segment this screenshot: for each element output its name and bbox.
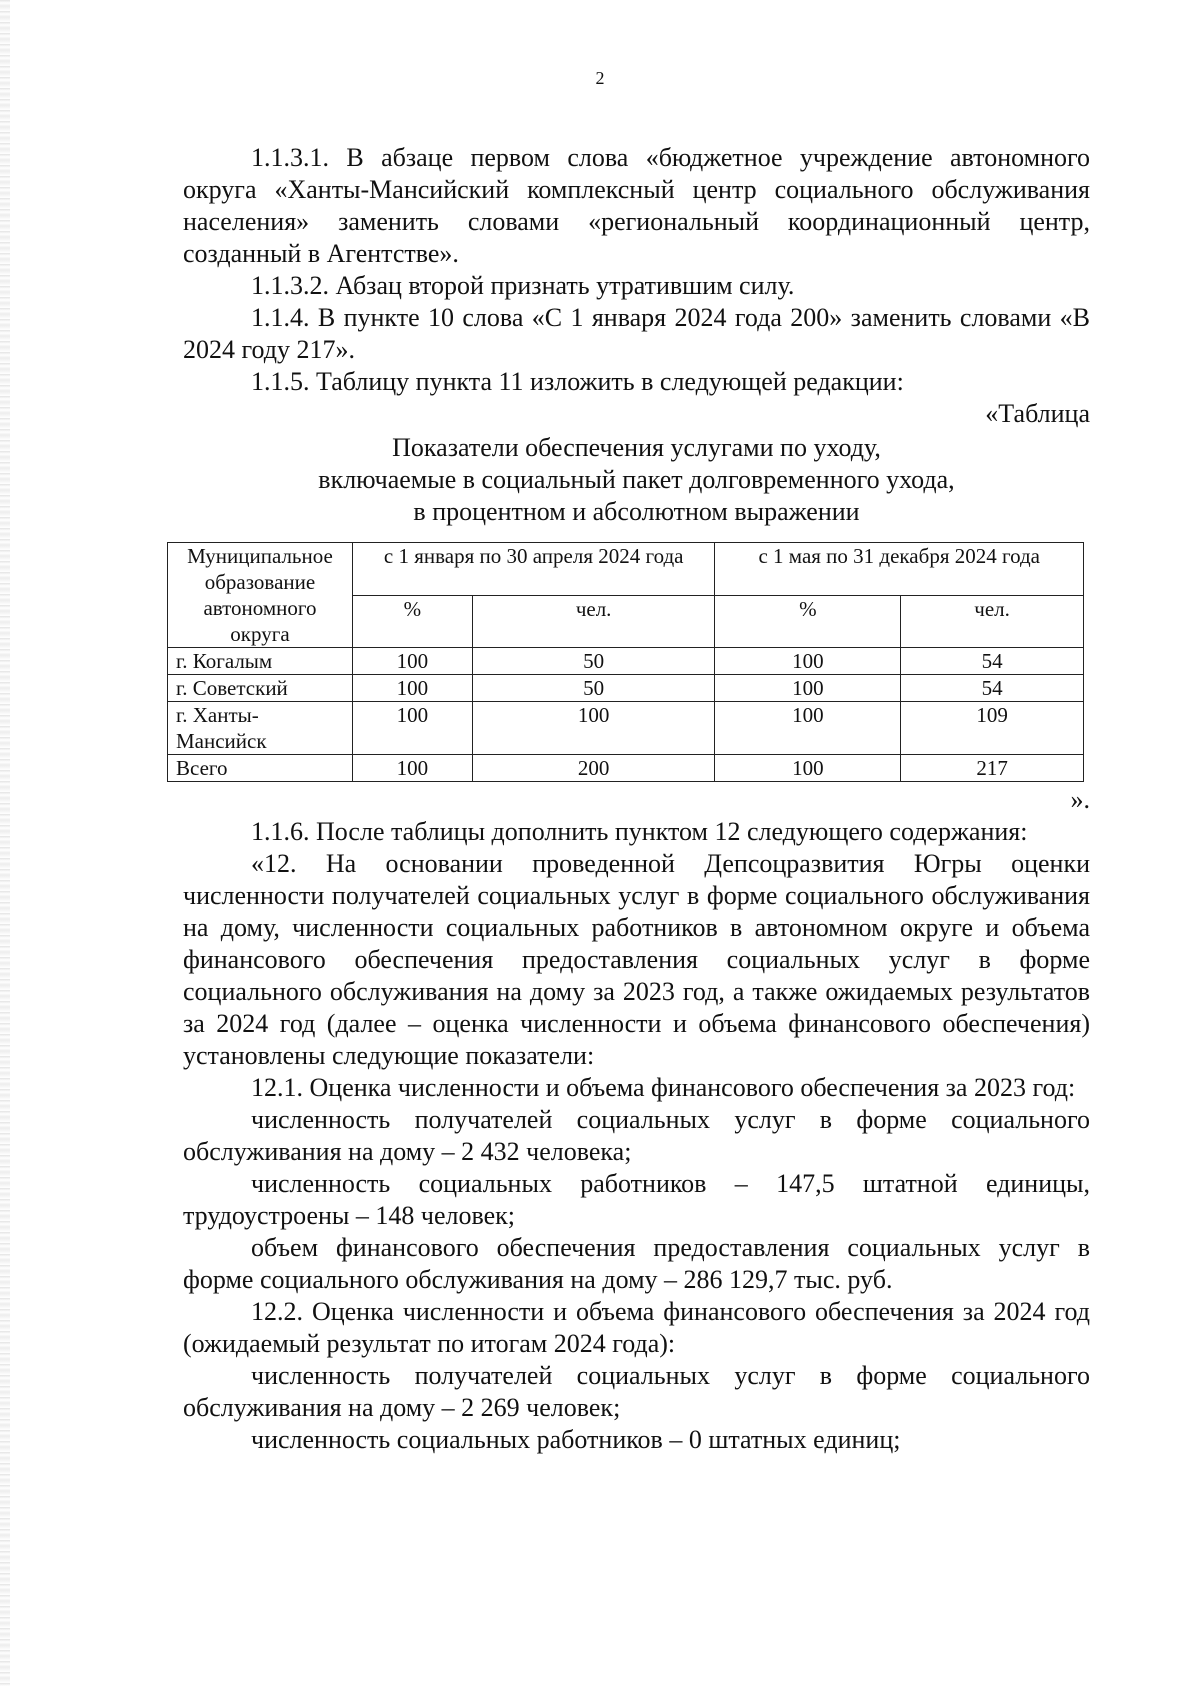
paragraph: 1.1.5. Таблицу пункта 11 изложить в следующей редакции: (251, 367, 904, 396)
value-cell: 109 (901, 702, 1084, 755)
table-row (168, 675, 1084, 702)
table-label: «Таблица (985, 399, 1090, 428)
municipality-cell: Всего (168, 755, 353, 782)
paragraph: численность социальных работников – 0 штатных единиц; (251, 1425, 901, 1454)
value-cell: 100 (715, 648, 901, 675)
indicators-table (167, 542, 1084, 782)
value-cell: 54 (901, 675, 1084, 702)
paragraph: численность социальных работников – 147,5 штатной единицы, трудоустроены – 148 человек; (183, 1169, 1090, 1230)
value-cell: 100 (352, 755, 472, 782)
table-row (168, 648, 1084, 675)
paragraph: 1.1.3.2. Абзац второй признать утратившим силу. (251, 271, 795, 300)
header-percent: % (715, 595, 901, 648)
value-cell: 54 (901, 648, 1084, 675)
table-title (183, 432, 1090, 528)
paragraph: 12.1. Оценка численности и объема финансового обеспечения за 2023 год: (251, 1073, 1076, 1102)
municipality-cell: г. Советский (168, 675, 353, 702)
table-row (168, 702, 1084, 755)
paragraph: «12. На основании проведенной Депсоцразвития Югры оценки численности получателей социальных услуг в форме социального обслуживания на дому, численности социальных работников в автономном округе и объема финансового обеспечения предоставления социальных услуг в форме социального обслуживания на дому за 2023 год, а также ожидаемых результатов за 2024 год (далее – оценка численности и объема финансового обеспечения) установлены следующие показатели: (183, 849, 1090, 1070)
table-close-quote: ». (1070, 785, 1090, 814)
paragraph: численность получателей социальных услуг в форме социального обслуживания на дому – 2 269 человек; (183, 1361, 1090, 1422)
paragraph: 1.1.4. В пункте 10 слова «С 1 января 2024 года 200» заменить словами «В 2024 году 217». (183, 303, 1090, 364)
table-total-row (168, 755, 1084, 782)
table-header-row (168, 543, 1084, 596)
value-cell: 100 (352, 648, 472, 675)
value-cell: 100 (715, 702, 901, 755)
paragraph: численность получателей социальных услуг в форме социального обслуживания на дому – 2 432 человека; (183, 1105, 1090, 1166)
paragraph: объем финансового обеспечения предоставления социальных услуг в форме социального обслуживания на дому – 286 129,7 тыс. руб. (183, 1233, 1090, 1294)
header-people: чел. (901, 595, 1084, 648)
value-cell: 50 (472, 648, 715, 675)
header-municipality: Муниципальное образование автономного округа (168, 543, 353, 648)
value-cell: 100 (715, 675, 901, 702)
municipality-cell: г. Ханты-Мансийск (168, 702, 353, 755)
value-cell: 100 (352, 702, 472, 755)
header-people: чел. (472, 595, 715, 648)
value-cell: 50 (472, 675, 715, 702)
document-body (176, 142, 1090, 1456)
table-title-line: в процентном и абсолютном выражении (413, 497, 860, 526)
paragraph: 1.1.3.1. В абзаце первом слова «бюджетное учреждение автономного округа «Ханты-Мансийский комплексный центр социального обслуживания населения» заменить словами «региональный координационный центр, созданный в Агентстве». (183, 143, 1090, 268)
scan-edge (0, 0, 10, 1686)
value-cell: 100 (352, 675, 472, 702)
table-title-line: Показатели обеспечения услугами по уходу, (392, 433, 881, 462)
value-cell: 100 (472, 702, 715, 755)
paragraph: 12.2. Оценка численности и объема финансового обеспечения за 2024 год (ожидаемый результат по итогам 2024 года): (183, 1297, 1090, 1358)
table-title-line: включаемые в социальный пакет долговременного ухода, (318, 465, 955, 494)
value-cell: 200 (472, 755, 715, 782)
value-cell: 217 (901, 755, 1084, 782)
municipality-cell: г. Когалым (168, 648, 353, 675)
header-period-1: с 1 января по 30 апреля 2024 года (352, 543, 715, 596)
value-cell: 100 (715, 755, 901, 782)
page-number: 2 (595, 68, 605, 88)
header-percent: % (352, 595, 472, 648)
paragraph: 1.1.6. После таблицы дополнить пунктом 12 следующего содержания: (251, 817, 1028, 846)
header-period-2: с 1 мая по 31 декабря 2024 года (715, 543, 1084, 596)
